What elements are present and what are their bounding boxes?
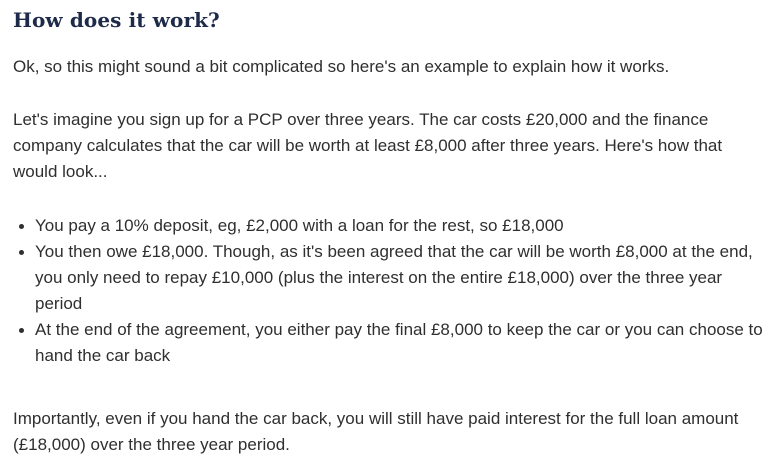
list-item [13, 317, 770, 369]
bullet-icon [19, 224, 24, 229]
conclusion-paragraph: Importantly, even if you hand the car back, you will still have paid interest for the full loan amount (£18,000) over the three year period. [13, 409, 739, 454]
example-bullet-list [13, 213, 770, 369]
list-item-text: You then owe £18,000. Though, as it's been agreed that the car will be worth £8,000 at the end, you only need to repay £10,000 (plus the interest on the entire £18,000) over the three year period [35, 242, 753, 313]
list-item [13, 213, 770, 239]
section-heading: How does it work? [13, 8, 220, 32]
list-item [13, 239, 770, 317]
intro-paragraph: Ok, so this might sound a bit complicated so here's an example to explain how it works. [13, 57, 670, 76]
list-item-text: You pay a 10% deposit, eg, £2,000 with a loan for the rest, so £18,000 [35, 216, 564, 235]
bullet-icon [19, 328, 24, 333]
example-paragraph: Let's imagine you sign up for a PCP over three years. The car costs £20,000 and the finance company calculates that the car will be worth at least £8,000 after three years. Here's how that would look... [13, 110, 723, 181]
bullet-icon [19, 250, 24, 255]
list-item-text: At the end of the agreement, you either pay the final £8,000 to keep the car or you can choose to hand the car back [35, 320, 763, 365]
